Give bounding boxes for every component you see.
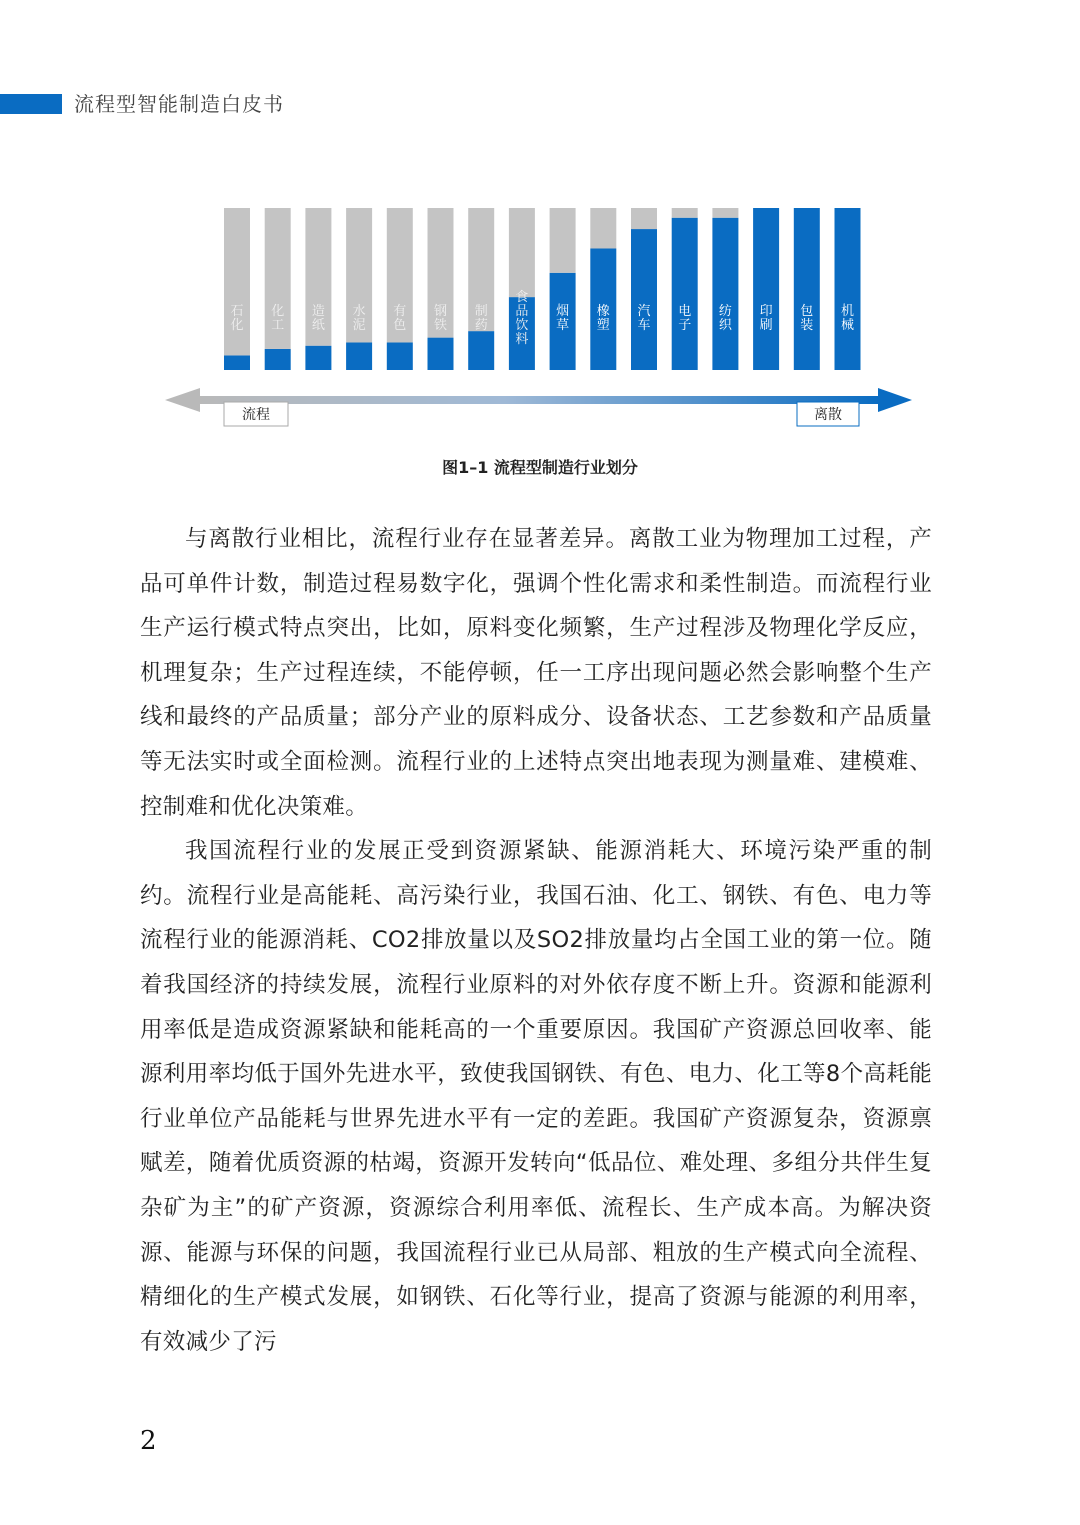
category-label-2: 造纸	[311, 304, 325, 333]
page-number: 2	[140, 1426, 157, 1456]
bar-blue-1	[265, 349, 291, 370]
category-label-7: 食品饮料	[515, 290, 529, 347]
bar-blue-12	[712, 218, 738, 370]
header-accent-bar	[0, 94, 62, 114]
bar-blue-5	[428, 338, 454, 370]
axis-arrow-right-head	[878, 388, 912, 412]
bar-blue-11	[672, 218, 698, 370]
category-label-14: 包装	[800, 304, 814, 333]
paragraph-2: 我国流程行业的发展正受到资源紧缺、能源消耗大、环境污染严重的制约。流程行业是高能耗、高污染行业，我国石油、化工、钢铁、有色、电力等流程行业的能源消耗、CO2排放量以及SO2排放量均占全国工业的第一位。随着我国经济的持续发展，流程行业原料的对外依存度不断上升。资源和能源利用率低是造成资源紧缺和能耗高的一个重要原因。我国矿产资源总回收率、能源利用率均低于国外先进水平，致使我国钢铁、有色、电力、化工等8个高耗能行业单位产品能耗与世界先进水平有一定的差距。我国矿产资源复杂，资源禀赋差，随着优质资源的枯竭，资源开发转向“低品位、难处理、多组分共伴生复杂矿为主”的矿产资源，资源综合利用率低、流程长、生产成本高。为解决资源、能源与环保的问题，我国流程行业已从局部、粗放的生产模式向全流程、精细化的生产模式发展，如钢铁、石化等行业，提高了资源与能源的利用率，有效减少了污	[140, 838, 932, 1355]
industry-chart	[0, 190, 1080, 440]
bar-blue-13	[753, 208, 779, 370]
bar-gray-11	[672, 208, 698, 218]
bar-blue-2	[305, 346, 331, 370]
body-text	[140, 517, 932, 1364]
axis-arrow-left-head	[165, 388, 200, 412]
bar-gray-7	[509, 208, 535, 297]
bar-gray-0	[224, 208, 250, 355]
category-label-5: 钢铁	[433, 304, 448, 333]
category-label-15: 机械	[840, 304, 855, 333]
category-label-11: 电子	[678, 304, 692, 333]
bar-gray-9	[590, 208, 616, 249]
category-label-6: 制药	[474, 304, 488, 333]
category-label-8: 烟草	[556, 304, 570, 333]
bar-gray-8	[550, 208, 576, 273]
category-label-9: 橡塑	[596, 304, 610, 333]
bar-gray-10	[631, 208, 657, 229]
bar-blue-0	[224, 355, 250, 370]
bar-gray-12	[712, 208, 738, 218]
bar-blue-10	[631, 229, 657, 370]
paragraph-1: 与离散行业相比，流程行业存在显著差异。离散工业为物理加工过程，产品可单件计数，制造过程易数字化，强调个性化需求和柔性制造。而流程行业生产运行模式特点突出，比如，原料变化频繁，生产过程涉及物理化学反应，机理复杂；生产过程连续，不能停顿，任一工序出现问题必然会影响整个生产线和最终的产品质量；部分产业的原料成分、设备状态、工艺参数和产品质量等无法实时或全面检测。流程行业的上述特点突出地表现为测量难、建模难、控制难和优化决策难。	[140, 526, 932, 820]
category-label-4: 有色	[393, 304, 407, 333]
bar-blue-4	[387, 342, 413, 370]
category-label-10: 汽车	[637, 304, 651, 333]
axis-arrow-shaft	[198, 396, 880, 404]
category-label-13: 印刷	[759, 304, 773, 333]
category-label-3: 水泥	[352, 304, 366, 333]
bar-blue-6	[468, 331, 494, 370]
axis-label-left: 流程	[242, 407, 270, 423]
category-label-12: 纺织	[718, 304, 732, 333]
header-title: 流程型智能制造白皮书	[74, 92, 284, 116]
figure-caption: 图1–1 流程型制造行业划分	[442, 458, 638, 477]
axis-label-right: 离散	[814, 407, 842, 423]
category-label-0: 石化	[230, 304, 244, 333]
bar-blue-14	[794, 208, 820, 370]
category-label-1: 化工	[271, 304, 285, 333]
bar-blue-3	[346, 342, 372, 370]
bar-blue-15	[835, 208, 861, 370]
